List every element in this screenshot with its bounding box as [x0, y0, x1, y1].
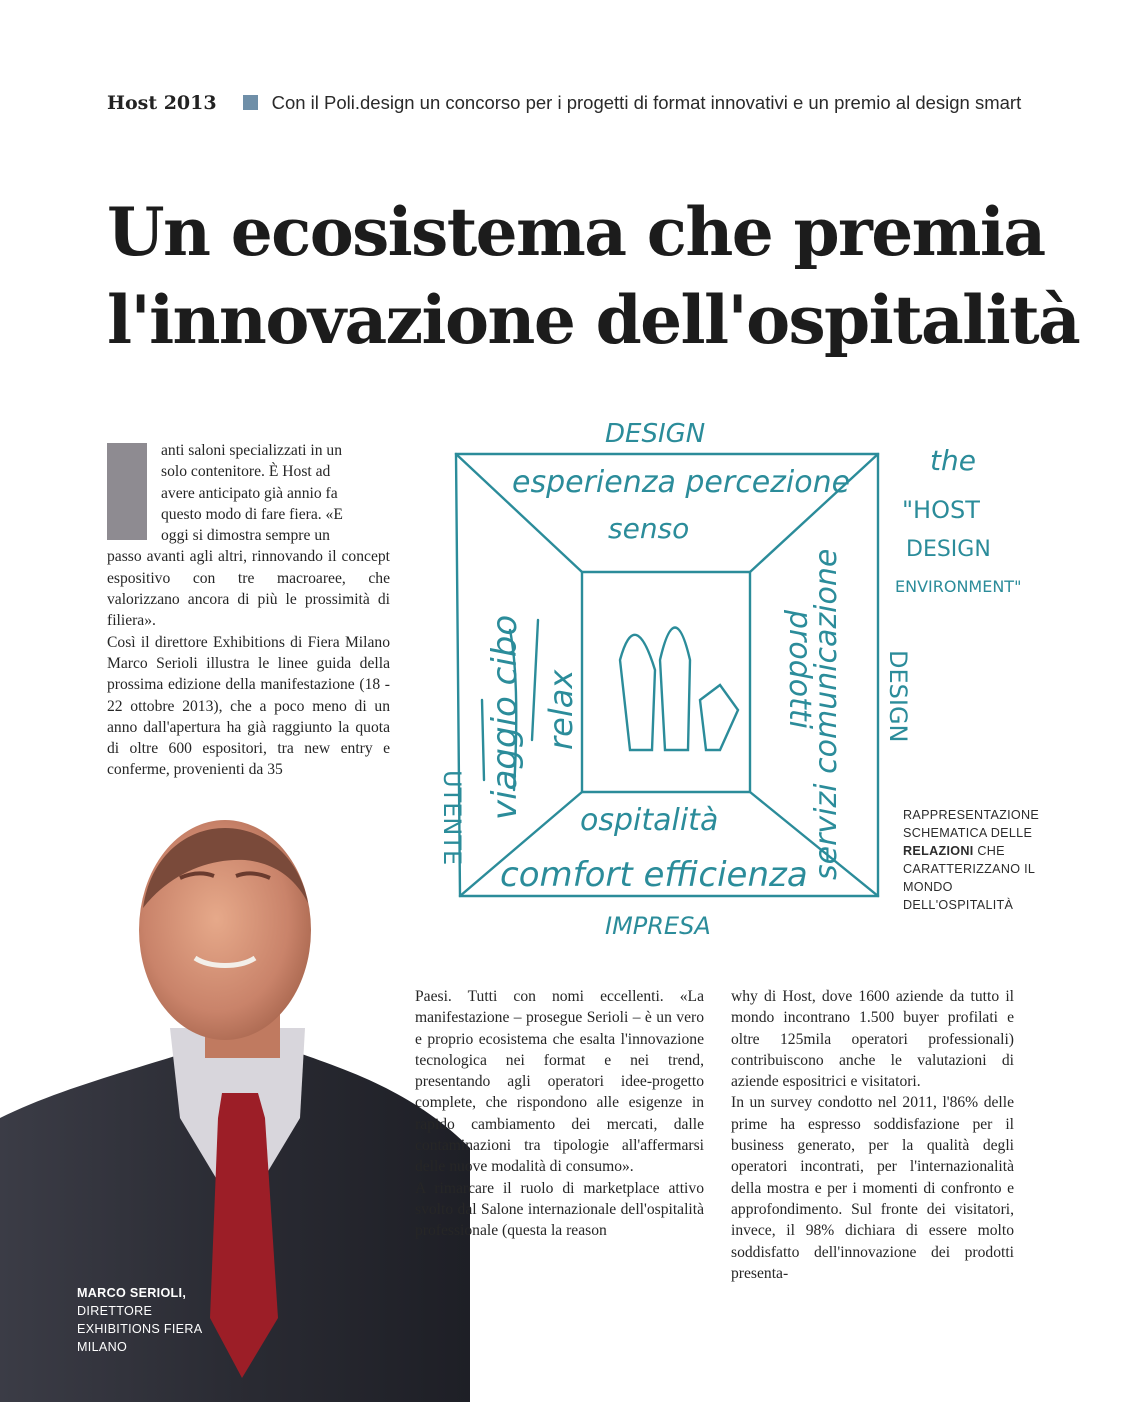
- lead-paragraph: [107, 440, 390, 546]
- lead-paragraph-rest: passo avanti agli altri, rinnovando il concept espositivo con tre macroaree, che valorizzano ancora di più le prossimità di filiera».: [107, 548, 390, 630]
- diagram-top-inner: senso: [608, 512, 690, 545]
- side-note-line: DESIGN: [906, 537, 991, 562]
- photo-caption-name: MARCO SERIOLI,: [77, 1286, 187, 1300]
- lead-line: solo contenitore. È Host ad: [161, 463, 331, 481]
- section-square-icon: [243, 95, 258, 110]
- diagram-left-outer: UTENTE: [438, 770, 466, 866]
- dropcap-t: [107, 443, 147, 540]
- section-kicker: [107, 92, 1021, 115]
- portrait-photo: [0, 818, 470, 1402]
- lead-line: questo modo di fare fiera. «E: [161, 505, 343, 523]
- diagram-caption: [903, 806, 1063, 914]
- diagram-right-words: servizi comunicazione: [809, 548, 844, 880]
- side-note-line: ENVIRONMENT": [895, 577, 1022, 596]
- paragraph: why di Host, dove 1600 aziende da tutto il mondo incontrano 1.500 buyer profilati e oltre 125mila operatori professionali) contribuiscono anche le valutazioni di aziende espositrici e visitatori.: [731, 988, 1014, 1091]
- diagram-bottom-words: comfort efficienza: [500, 855, 808, 895]
- diagram-left-words: viaggio cibo: [485, 614, 525, 820]
- diagram-right-label: DESIGN: [884, 650, 912, 743]
- lead-line: avere anticipato già annio fa: [161, 484, 338, 502]
- diagram-bottom-inner: ospitalità: [580, 803, 719, 838]
- lead-line: anti saloni specializzati in un: [161, 442, 343, 459]
- article-column-2: [415, 986, 704, 1242]
- paragraph: Così il direttore Exhibitions di Fiera Milano Marco Serioli illustra le linee guida della prossima edizione della manifestazione (18 - 22 ottobre 2013), che a poco meno di un anno dall'apertura ha già raggiunto la quota di oltre 600 espositori, tra new entry e conferme, provenienti da 35: [107, 633, 390, 779]
- paragraph: A rimarcare il ruolo di marketplace attivo svolto dal Salone internazionale dell'ospitalità professionale (questa la reason: [415, 1179, 704, 1240]
- diagram-top-label: DESIGN: [605, 419, 706, 449]
- paragraph: In un survey condotto nel 2011, l'86% delle prime ha espresso soddisfazione per il business generato, per la qualità degli operatori incontrati, per l'internazionalità della mostra e per i momenti di confronto e approfondimento. Sul fronte dei visitatori, invece, il 98% dichiara di essere molto soddisfatto dell'innovazione dei prodotti presenta-: [731, 1094, 1014, 1282]
- diagram-left-inner: relax: [542, 669, 580, 750]
- photo-caption-role: DIRETTORE EXHIBITIONS FIERA MILANO: [77, 1304, 202, 1354]
- article-column-1: [107, 440, 390, 781]
- photo-caption: [77, 1284, 227, 1356]
- title-line-2: l'innovazione dell'ospitalità: [107, 281, 1080, 359]
- side-note-line: the: [930, 444, 976, 477]
- diagram-caption-bold: RELAZIONI: [903, 844, 974, 858]
- article-title: [107, 188, 1079, 364]
- diagram-caption-pre: RAPPRESENTAZIONE SCHEMATICA DELLE: [903, 808, 1040, 840]
- side-note-line: "HOST: [902, 496, 980, 524]
- diagram-caption-post: CHE CARATTERIZZANO IL MONDO DELL'OSPITALITÀ: [903, 844, 1035, 912]
- article-column-3: [731, 986, 1014, 1284]
- lead-line: oggi si dimostra sempre un: [161, 527, 330, 545]
- diagram-bottom-label: IMPRESA: [605, 912, 711, 940]
- title-line-1: Un ecosistema che premia: [107, 193, 1045, 271]
- diagram-right-inner: prodotti: [782, 610, 817, 729]
- kicker-subtitle: Con il Poli.design un concorso per i progetti di format innovativi e un premio al design smart: [271, 92, 1022, 113]
- paragraph: Paesi. Tutti con nomi eccellenti. «La manifestazione – prosegue Serioli – è un vero e proprio ecosistema che esalta l'innovazione tecnologica nei format e nei trend, presentando agli operatori idee-progetto complete, che rispondono alle esigenze in rapido cambiamento dei mercati, dalle contaminazioni tra tipologie all'affermarsi delle nuove modalità di consumo».: [415, 988, 704, 1176]
- diagram-top-words: esperienza percezione: [512, 465, 851, 500]
- section-name: Host 2013: [107, 92, 217, 114]
